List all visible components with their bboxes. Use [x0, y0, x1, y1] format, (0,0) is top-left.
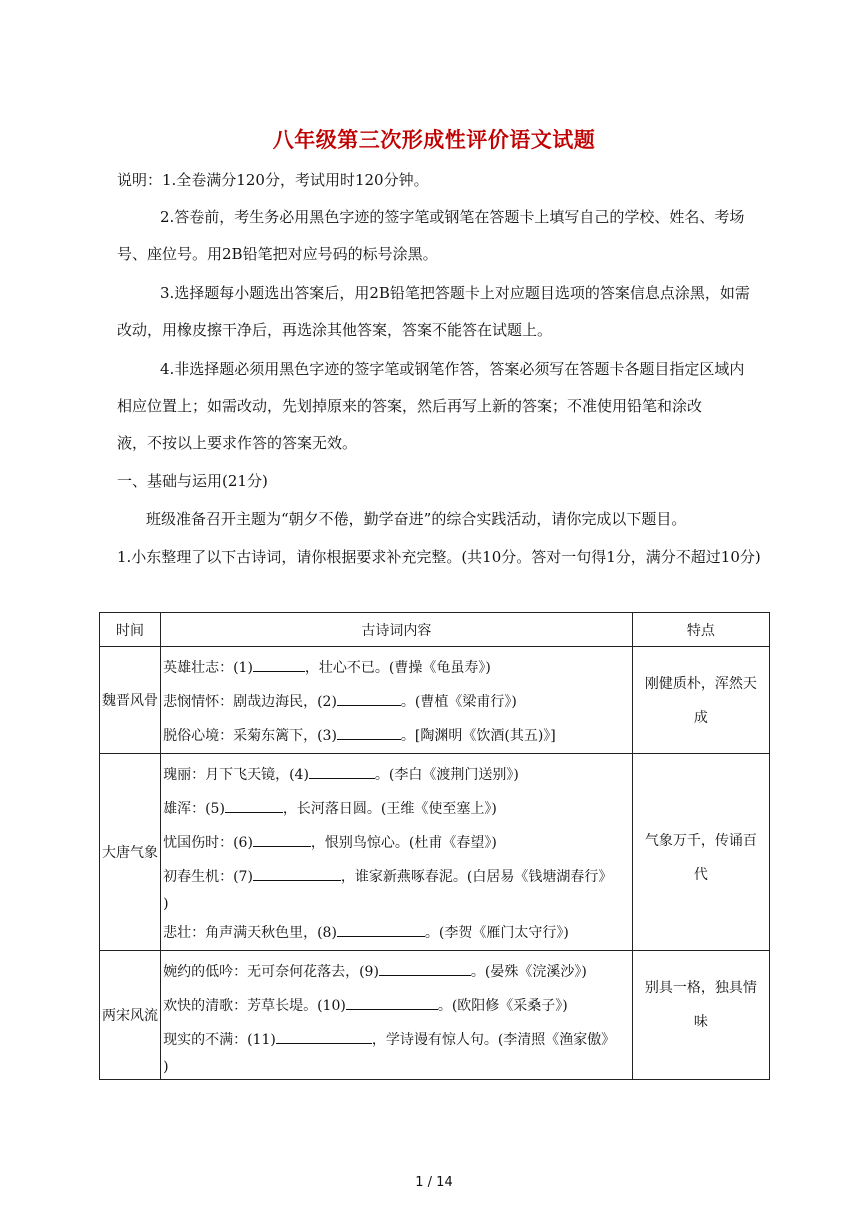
answer-blank[interactable]	[225, 796, 283, 813]
poem-line-suffix: ，学诗谩有惊人句。(李清照《渔家傲》	[371, 1032, 616, 1048]
table-row	[100, 754, 770, 951]
poem-line	[161, 955, 632, 989]
page-number: 1 / 14	[415, 1175, 453, 1190]
era-cell: 魏晋风骨	[100, 647, 161, 754]
feature-cell	[632, 951, 769, 1080]
table-row	[100, 951, 770, 1080]
poem-line-prefix: 初春生机：(7)	[163, 869, 253, 885]
table-row	[100, 647, 770, 754]
instruction-1: 说明：1.全卷满分120分，考试用时120分钟。	[117, 171, 429, 189]
instruction-4b: 相应位置上；如需改动，先划掉原来的答案，然后再写上新的答案；不准使用铅笔和涂改	[117, 397, 703, 415]
poem-line-prefix: 现实的不满：(11)	[163, 1032, 276, 1048]
poem-line	[161, 1057, 632, 1079]
answer-blank[interactable]	[337, 920, 425, 937]
poem-lines-cell	[161, 754, 633, 951]
header-feature: 特点	[632, 613, 769, 647]
feature-text: 刚健质朴，浑然天成	[644, 676, 757, 726]
instruction-4c: 液，不按以上要求作答的答案无效。	[117, 434, 358, 452]
exam-title: 八年级第三次形成性评价语文试题	[272, 128, 596, 152]
poem-line	[161, 989, 632, 1023]
header-time: 时间	[100, 613, 161, 647]
poem-line-prefix: )	[163, 1059, 169, 1075]
era-cell: 大唐气象	[100, 754, 161, 951]
answer-blank[interactable]	[379, 959, 471, 976]
instruction-3b: 改动，用橡皮擦干净后，再选涂其他答案，答案不能答在试题上。	[117, 321, 553, 339]
poem-line-suffix: 。(晏殊《浣溪沙》)	[470, 964, 587, 980]
poem-line-suffix: ，壮心不已。(曹操《龟虽寿》)	[304, 660, 491, 676]
poem-line-prefix: 婉约的低吟：无可奈何花落去，(9)	[163, 964, 379, 980]
poem-line	[161, 826, 632, 860]
poem-line	[161, 758, 632, 792]
poem-line	[161, 1023, 632, 1057]
poem-line	[161, 916, 632, 950]
activity-intro: 班级准备召开主题为“朝夕不倦，勤学奋进”的综合实践活动，请你完成以下题目。	[146, 510, 687, 528]
question-1: 1.小东整理了以下古诗词，请你根据要求补充完整。(共10分。答对一句得1分，满分不超过10分)	[117, 548, 761, 566]
poem-line	[161, 894, 632, 916]
poem-line-suffix: ，恨别鸟惊心。(杜甫《春望》)	[310, 835, 497, 851]
poem-line	[161, 685, 632, 719]
poem-line-prefix: )	[163, 896, 169, 912]
era-cell: 两宋风流	[100, 951, 161, 1080]
poem-line-suffix: 。(曹植《梁甫行》)	[400, 694, 517, 710]
feature-cell	[632, 647, 769, 754]
feature-cell	[632, 754, 769, 951]
answer-blank[interactable]	[276, 1027, 372, 1044]
poem-line-suffix: 。(李贺《雁门太守行》)	[424, 925, 569, 941]
poem-line-prefix: 脱俗心境：采菊东篱下，(3)	[163, 728, 337, 744]
poem-lines-cell	[161, 951, 633, 1080]
poem-line-prefix: 英雄壮志：(1)	[163, 660, 253, 676]
poem-line-prefix: 悲壮：角声满天秋色里，(8)	[163, 925, 337, 941]
poem-line-prefix: 雄浑：(5)	[163, 801, 225, 817]
instruction-4a: 4.非选择题必须用黑色字迹的签字笔或钢笔作答，答案必须写在答题卡各题目指定区域内	[160, 360, 745, 378]
feature-text: 气象万千，传诵百代	[644, 833, 757, 883]
instruction-2a: 2.答卷前，考生务必用黑色字迹的签字笔或钢笔在答题卡上填写自己的学校、姓名、考场	[160, 208, 745, 226]
table-header-row	[100, 613, 770, 647]
instruction-3a: 3.选择题每小题选出答案后，用2B铅笔把答题卡上对应题目选项的答案信息点涂黑，如需	[160, 284, 750, 302]
poem-line-prefix: 瑰丽：月下飞天镜，(4)	[163, 767, 309, 783]
poem-line-prefix: 忧国伤时：(6)	[163, 835, 253, 851]
section-heading: 一、基础与运用(21分)	[117, 472, 268, 490]
poem-line-suffix: ，长河落日圆。(王维《使至塞上》)	[282, 801, 497, 817]
answer-blank[interactable]	[253, 655, 305, 672]
answer-blank[interactable]	[309, 762, 375, 779]
poem-line	[161, 651, 632, 685]
answer-blank[interactable]	[346, 993, 438, 1010]
feature-text: 别具一格，独具情味	[644, 980, 757, 1030]
answer-blank[interactable]	[253, 864, 341, 881]
header-content: 古诗词内容	[161, 613, 633, 647]
answer-blank[interactable]	[337, 689, 401, 706]
poem-line-suffix: 。[陶渊明《饮酒(其五)》]	[400, 728, 556, 744]
poem-line	[161, 860, 632, 894]
answer-blank[interactable]	[337, 723, 401, 740]
poem-line-prefix: 悲悯情怀：剧哉边海民，(2)	[163, 694, 337, 710]
poem-line-suffix: ，谁家新燕啄春泥。(白居易《钱塘湖春行》	[340, 869, 613, 885]
poem-line-suffix: 。(欧阳修《采桑子》)	[437, 998, 568, 1014]
poem-line	[161, 719, 632, 753]
poem-line-suffix: 。(李白《渡荆门送别》)	[374, 767, 519, 783]
poem-line-prefix: 欢快的清歌：芳草长堤。(10)	[163, 998, 346, 1014]
poem-line	[161, 792, 632, 826]
poetry-table	[99, 612, 770, 1080]
poem-lines-cell	[161, 647, 633, 754]
instruction-2b: 号、座位号。用2B铅笔把对应号码的标号涂黑。	[117, 245, 438, 263]
answer-blank[interactable]	[253, 830, 311, 847]
